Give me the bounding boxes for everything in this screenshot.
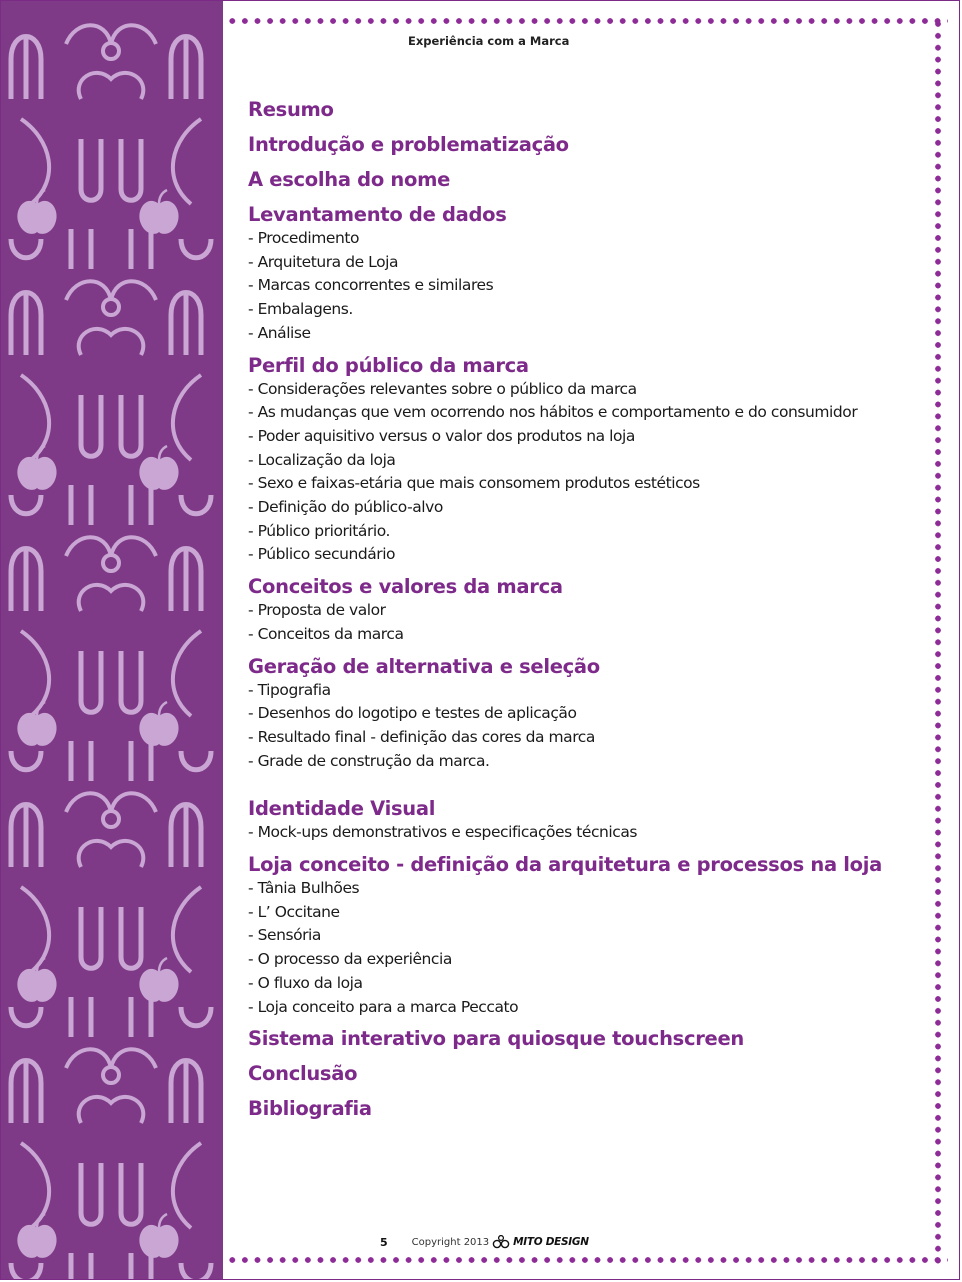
toc-section: [248, 797, 938, 845]
toc-section-title: Bibliografia: [248, 1097, 372, 1121]
toc-section: [248, 133, 938, 157]
toc-section: [248, 575, 938, 646]
brand-name: MITO DESIGN: [513, 1236, 589, 1248]
mito-design-logo-icon: [492, 1235, 510, 1249]
toc-subitem: - Tipografia: [248, 680, 331, 699]
toc-subitem: - O fluxo da loja: [248, 973, 363, 992]
toc-subitem: - L’ Occitane: [248, 902, 340, 921]
toc-section: [248, 655, 938, 774]
toc-section-title: Perfil do público da marca: [248, 353, 529, 377]
toc-section-title: Introdução e problematização: [248, 133, 569, 156]
dotted-border-top: [226, 17, 948, 25]
toc-subitem: - Conceitos da marca: [248, 624, 404, 643]
decorative-sidebar: [1, 1, 223, 1279]
document-header-title: Experiência com a Marca: [408, 34, 570, 48]
toc-subitem: - Tânia Bulhões: [248, 879, 360, 898]
copyright-text: Copyright 2013: [411, 1236, 490, 1248]
toc-subitem: - Poder aquisitivo versus o valor dos produtos na loja: [248, 426, 635, 445]
toc-section: [248, 1097, 938, 1121]
toc-subitem: - Grade de construção da marca.: [248, 751, 490, 770]
toc-section: [248, 853, 938, 1019]
table-of-contents: [248, 98, 938, 1129]
dotted-border-bottom: [226, 1256, 948, 1264]
toc-section-title: Conclusão: [248, 1062, 358, 1086]
page-number: 5: [380, 1235, 388, 1249]
sidebar-pattern: [1, 1, 223, 1279]
toc-subitem: - Loja conceito para a marca Peccato: [248, 997, 519, 1016]
toc-subitem: - Mock-ups demonstrativos e especificações técnicas: [248, 823, 637, 842]
toc-subitem: - Resultado final - definição das cores da marca: [248, 727, 595, 746]
toc-subitem: - Considerações relevantes sobre o público da marca: [248, 379, 637, 398]
toc-subitem: - Arquitetura de Loja: [248, 252, 399, 271]
toc-subitem: - Análise: [248, 323, 311, 342]
toc-subitem: - Localização da loja: [248, 450, 396, 469]
toc-section-title: Sistema interativo para quiosque touchscreen: [248, 1027, 744, 1051]
toc-subitem: - Proposta de valor: [248, 601, 386, 620]
toc-section: [248, 168, 938, 192]
toc-section: [248, 354, 938, 568]
toc-subitem: - Desenhos do logotipo e testes de aplicação: [248, 704, 577, 723]
page-footer: [380, 1234, 589, 1250]
toc-section-title: Geração de alternativa e seleção: [248, 654, 600, 678]
toc-section-title: Identidade Visual: [248, 797, 436, 821]
toc-subitem: - As mudanças que vem ocorrendo nos hábitos e comportamento e do consumidor: [248, 403, 858, 422]
toc-section: [248, 98, 938, 122]
toc-section: [248, 203, 938, 346]
toc-section-title: Loja conceito - definição da arquitetura e processos na loja: [248, 853, 883, 877]
toc-section-title: Conceitos e valores da marca: [248, 575, 563, 599]
toc-subitem: - Marcas concorrentes e similares: [248, 276, 494, 295]
toc-section: [248, 1062, 938, 1086]
toc-subitem: - Sensória: [248, 926, 321, 945]
toc-section-title: Levantamento de dados: [248, 203, 507, 226]
toc-subitem: - Público prioritário.: [248, 521, 390, 540]
toc-section-title: A escolha do nome: [248, 168, 451, 191]
toc-subitem: - Procedimento: [248, 229, 360, 247]
toc-subitem: - Sexo e faixas-etária que mais consomem produtos estéticos: [248, 474, 700, 493]
toc-subitem: - O processo da experiência: [248, 950, 452, 969]
toc-section: [248, 1027, 938, 1051]
toc-subitem: - Público secundário: [248, 545, 396, 564]
toc-subitem: - Definição do público-alvo: [248, 498, 443, 517]
toc-subitem: - Embalagens.: [248, 300, 353, 319]
toc-section-title: Resumo: [248, 98, 334, 121]
